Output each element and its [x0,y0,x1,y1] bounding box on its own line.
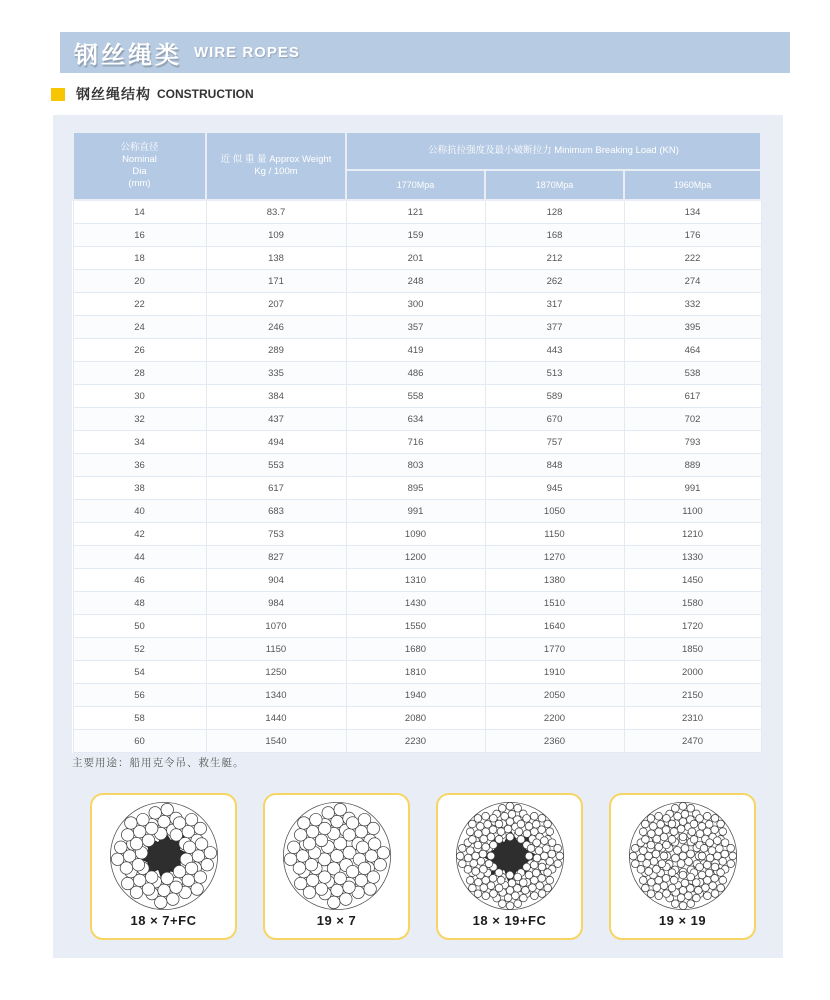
table-cell: 335 [206,362,346,385]
rope-cross-section-diagram [627,800,739,912]
table-cell: 486 [346,362,485,385]
table-cell: 1200 [346,546,485,569]
rope-construction-label: 18 × 19+FC [472,913,547,928]
table-cell: 52 [73,638,206,661]
table-cell: 683 [206,500,346,523]
table-cell: 60 [73,730,206,753]
table-cell: 984 [206,592,346,615]
rope-card [609,793,756,940]
table-cell: 827 [206,546,346,569]
header-approx-weight [206,132,346,200]
table-row [73,408,761,431]
table-cell: 670 [485,408,624,431]
table-row [73,615,761,638]
table-header-row-1 [73,132,761,170]
table-cell: 121 [346,200,485,224]
table-cell: 2360 [485,730,624,753]
table-cell: 289 [206,339,346,362]
table-cell: 538 [624,362,761,385]
table-row [73,385,761,408]
table-cell: 384 [206,385,346,408]
table-cell: 1150 [206,638,346,661]
table-row [73,362,761,385]
table-row [73,454,761,477]
header-breaking-load-group: 公称抗拉强度及最小破断拉力 Minimum Breaking Load (KN) [346,132,761,170]
table-cell: 48 [73,592,206,615]
table-cell: 1070 [206,615,346,638]
table-cell: 34 [73,431,206,454]
table-cell: 46 [73,569,206,592]
table-cell: 1940 [346,684,485,707]
table-cell: 991 [624,477,761,500]
table-cell: 30 [73,385,206,408]
table-row [73,638,761,661]
table-cell: 553 [206,454,346,477]
table-cell: 58 [73,707,206,730]
table-row [73,200,761,224]
table-row [73,247,761,270]
table-cell: 377 [485,316,624,339]
rope-cross-section-diagram [108,800,220,912]
table-row [73,224,761,247]
table-cell: 634 [346,408,485,431]
header-line: 近 似 重 量 Approx Weight [220,154,332,165]
table-row [73,569,761,592]
table-cell: 201 [346,247,485,270]
table-cell: 109 [206,224,346,247]
table-cell: 1510 [485,592,624,615]
table-cell: 1910 [485,661,624,684]
table-cell: 1330 [624,546,761,569]
table-cell: 54 [73,661,206,684]
table-cell: 1810 [346,661,485,684]
table-cell: 1770 [485,638,624,661]
spec-table [72,131,762,753]
table-cell: 42 [73,523,206,546]
table-cell: 40 [73,500,206,523]
table-cell: 32 [73,408,206,431]
table-cell: 2470 [624,730,761,753]
table-cell: 991 [346,500,485,523]
table-cell: 38 [73,477,206,500]
table-cell: 1090 [346,523,485,546]
table-cell: 20 [73,270,206,293]
table-row [73,684,761,707]
table-cell: 617 [624,385,761,408]
table-row [73,546,761,569]
table-cell: 212 [485,247,624,270]
table-cell: 138 [206,247,346,270]
table-cell: 1270 [485,546,624,569]
table-cell: 589 [485,385,624,408]
table-cell: 248 [346,270,485,293]
header-nominal-dia [73,132,206,200]
table-cell: 494 [206,431,346,454]
rope-card [90,793,237,940]
table-cell: 617 [206,477,346,500]
content-panel [53,115,783,958]
table-row [73,339,761,362]
rope-card [263,793,410,940]
table-row [73,730,761,753]
table-row [73,523,761,546]
table-cell: 464 [624,339,761,362]
table-cell: 1310 [346,569,485,592]
header-line: Dia [132,166,147,177]
table-cell: 134 [624,200,761,224]
rope-card [436,793,583,940]
table-cell: 18 [73,247,206,270]
rope-cross-section-diagram [454,800,566,912]
table-row [73,707,761,730]
table-cell: 1720 [624,615,761,638]
table-cell: 558 [346,385,485,408]
table-row [73,316,761,339]
table-cell: 803 [346,454,485,477]
table-cell: 793 [624,431,761,454]
table-cell: 171 [206,270,346,293]
table-cell: 1430 [346,592,485,615]
table-cell: 848 [485,454,624,477]
table-cell: 395 [624,316,761,339]
table-row [73,431,761,454]
table-cell: 443 [485,339,624,362]
table-cell: 889 [624,454,761,477]
rope-construction-label: 19 × 19 [658,913,707,928]
section-title-en: CONSTRUCTION [157,87,254,101]
table-cell: 1850 [624,638,761,661]
table-cell: 2000 [624,661,761,684]
banner-title-en: WIRE ROPES [194,44,300,61]
table-cell: 24 [73,316,206,339]
header-line: (mm) [128,178,151,189]
table-cell: 419 [346,339,485,362]
table-cell: 1680 [346,638,485,661]
header-grade-1770: 1770Mpa [346,170,485,200]
table-cell: 2050 [485,684,624,707]
table-cell: 56 [73,684,206,707]
table-cell: 702 [624,408,761,431]
table-cell: 176 [624,224,761,247]
table-cell: 50 [73,615,206,638]
yellow-bullet-icon [51,88,65,101]
table-cell: 437 [206,408,346,431]
section-title-zh: 钢丝绳结构 [76,86,151,102]
table-cell: 716 [346,431,485,454]
table-cell: 1100 [624,500,761,523]
page-banner [60,32,790,73]
banner-title-zh: 钢丝绳类 [74,42,182,69]
table-cell: 904 [206,569,346,592]
table-cell: 274 [624,270,761,293]
table-cell: 207 [206,293,346,316]
table-cell: 2310 [624,707,761,730]
table-cell: 895 [346,477,485,500]
table-cell: 168 [485,224,624,247]
table-cell: 128 [485,200,624,224]
table-cell: 22 [73,293,206,316]
table-cell: 246 [206,316,346,339]
rope-construction-label: 19 × 7 [316,913,357,928]
table-cell: 1580 [624,592,761,615]
rope-construction-label: 18 × 7+FC [130,913,197,928]
rope-construction-cards [90,793,756,940]
table-row [73,270,761,293]
table-cell: 26 [73,339,206,362]
table-cell: 2200 [485,707,624,730]
table-cell: 1250 [206,661,346,684]
table-cell: 1210 [624,523,761,546]
header-line: 公称直径 [120,142,159,153]
table-cell: 262 [485,270,624,293]
table-row [73,661,761,684]
table-cell: 36 [73,454,206,477]
table-cell: 757 [485,431,624,454]
table-cell: 317 [485,293,624,316]
table-cell: 2080 [346,707,485,730]
table-cell: 1050 [485,500,624,523]
table-cell: 14 [73,200,206,224]
table-row [73,477,761,500]
table-cell: 1640 [485,615,624,638]
rope-cross-section-diagram [281,800,393,912]
table-cell: 753 [206,523,346,546]
table-cell: 2150 [624,684,761,707]
table-cell: 1440 [206,707,346,730]
table-cell: 28 [73,362,206,385]
table-cell: 2230 [346,730,485,753]
header-grade-1870: 1870Mpa [485,170,624,200]
table-cell: 332 [624,293,761,316]
table-cell: 44 [73,546,206,569]
table-cell: 1450 [624,569,761,592]
header-line: Nominal [122,154,157,165]
table-row [73,500,761,523]
table-cell: 83.7 [206,200,346,224]
section-heading [51,84,254,104]
header-line: Kg / 100m [254,166,298,177]
table-cell: 1150 [485,523,624,546]
table-cell: 513 [485,362,624,385]
table-cell: 945 [485,477,624,500]
table-cell: 16 [73,224,206,247]
table-cell: 300 [346,293,485,316]
table-row [73,293,761,316]
usage-note: 主要用途：船用克令吊、救生艇。 [72,757,245,769]
table-cell: 357 [346,316,485,339]
table-cell: 1540 [206,730,346,753]
table-cell: 1340 [206,684,346,707]
table-cell: 222 [624,247,761,270]
table-cell: 159 [346,224,485,247]
header-grade-1960: 1960Mpa [624,170,761,200]
table-cell: 1550 [346,615,485,638]
table-row [73,592,761,615]
table-cell: 1380 [485,569,624,592]
